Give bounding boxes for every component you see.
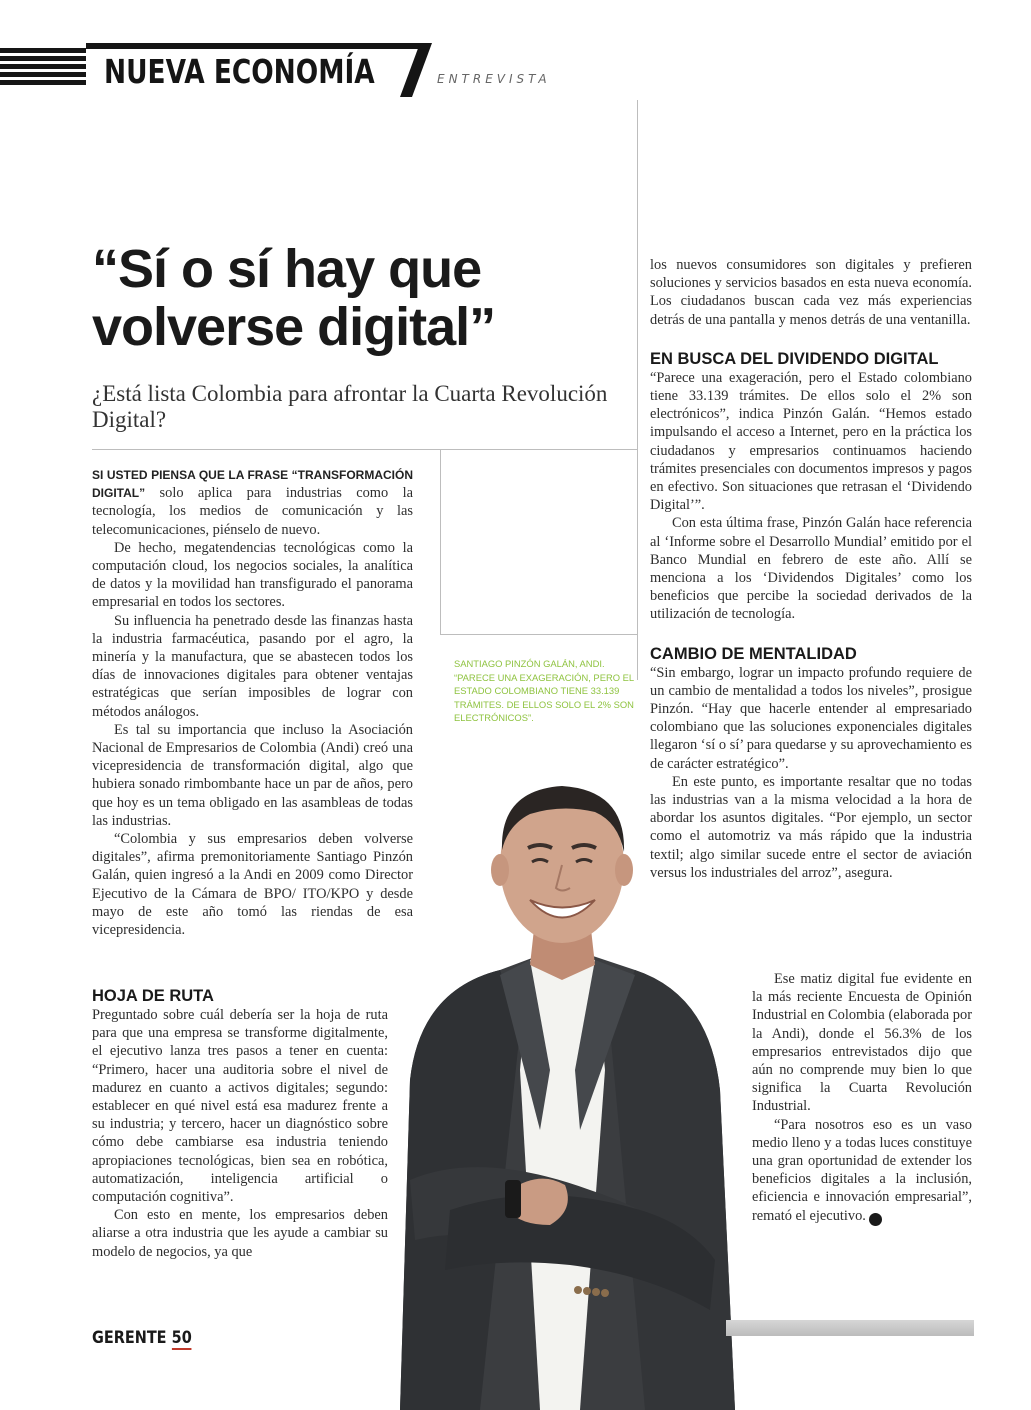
page-footer	[92, 1328, 192, 1348]
section-title: NUEVA ECONOMÍA	[104, 52, 375, 91]
paragraph-9: “Parece una exageración, pero el Estado colombiano tiene 33.139 trámites. De ellos solo el 2% son electrónicos”, indica Pinzón Galán. “Hemos estado impulsando el acceso a Internet, pero en la práctica los ciudadanos y empresarios continuamos haciendo trámites presenciales con documentos impresos y pagos en efectivo. Son situaciones que retrasan el ‘Dividendo Digital’”.	[650, 369, 972, 514]
header-stripes	[0, 48, 86, 92]
article-title-line-1: “Sí o sí hay que	[92, 239, 482, 299]
column-rule-middle	[440, 450, 441, 635]
page-number: 50	[171, 1328, 192, 1348]
article-dek: ¿Está lista Colombia para afrontar la Cuarta Revolución Digital?	[92, 381, 608, 432]
magazine-brand: GERENTE	[92, 1328, 167, 1348]
section-subtitle: ENTREVISTA	[437, 72, 551, 86]
paragraph-1	[92, 466, 413, 539]
paragraph-13: Ese matiz digital fue evidente en la más reciente Encuesta de Opinión Industrial en Colombia (elaborada por la Andi), donde el 56.3% de los empresarios entrevistados dijo que aún no comprende muy bien lo que significa la Cuarta Revolución Industrial.	[752, 971, 972, 1115]
paragraph-5: “Colombia y sus empresarios deben volverse digitales”, afirma premonitoriamente Santiago Pinzón Galán, quien ingresó a la Andi en 2009 como Director Ejecutivo de la Cámara de BPO/ ITO/KPO y desde mayo de este año tomó las riendas de esa vicepresidencia.	[92, 831, 413, 939]
paragraph-2: De hecho, megatendencias tecnológicas como la computación cloud, los negocios sociales, la analítica de datos y la movilidad han transfigurado el panorama empresarial en todos los sectores.	[92, 539, 413, 611]
paragraph-10: Con esta última frase, Pinzón Galán hace referencia al ‘Informe sobre el Desarrollo Mundial’ emitido por el Banco Mundial en febrero de este año. Allí se menciona a los ‘Dividendos Digitales’ como los beneficios que percibe la sociedad derivados de la utilización de tecnología.	[650, 515, 972, 623]
paragraph-12: En este punto, es importante resaltar que no todas las industrias van a la misma velocidad a la hora de abordar los asuntos digitales. “Por ejemplo, un sector como el automotriz va más rápido que la industria textil; algo similar sucede entre el sector de aviación versus los industriales del arroz”, asegura.	[650, 773, 972, 881]
header-slash-mark	[398, 43, 434, 97]
subhead-dividendo-digital: EN BUSCA DEL DIVIDENDO DIGITAL	[650, 349, 939, 368]
paragraph-6: Preguntado sobre cuál debería ser la hoja de ruta para que una empresa se transforme digitalmente, el ejecutivo lanza tres pasos a tener en cuenta: “Primero, hacer una auditoria sobre el nivel de madurez en cuanto a activos digitales; segundo: establecer en qué nivel está esa madurez frente a su industria; y tercero, hacer un diagnóstico sobre cómo debe cambiarse esa industria teniendo apropiaciones tecnológicas, bien sea en robótica, automatización, inteligencia artificial o computación cognitiva”.	[92, 1007, 388, 1206]
paragraph-14-text: “Para nosotros eso es un vaso medio lleno y a todas luces constituye una gran oportunidad de extender los beneficios digitales a la inclusión, eficiencia e innovación empresarial”, remató el ejecutivo.	[752, 1116, 972, 1224]
horizontal-rule-caption	[440, 634, 637, 635]
paragraph-11: “Sin embargo, lograr un impacto profundo requiere de un cambio de mentalidad a todos los niveles”, prosigue Pinzón. “Hay que hacerle entender al empresariado colombiano que las soluciones exponenciales digitales llegaron ‘sí o sí’ para quedarse y su aprovechamiento es de carácter estratégico”.	[650, 664, 972, 772]
paragraph-3: Su influencia ha penetrado desde las finanzas hasta la industria farmacéutica, pasando por el agro, la minería y la manufactura, que se abastecen todos los días de innovaciones digitales para obtener ventajas estratégicas que serían imposibles de lograr con métodos análogos.	[92, 612, 413, 720]
photo-caption: SANTIAGO PINZÓN GALÁN, ANDI. “PARECE UNA EXAGERACIÓN, PERO EL ESTADO COLOMBIANO TIENE 33.139 TRÁMITES. DE ELLOS SOLO EL 2% SON ELECTRÓNICOS”.	[454, 658, 634, 723]
paragraph-7: Con esto en mente, los empresarios deben aliarse a otra industria que les ayude a cambiar su modelo de negocios, ya que	[92, 1207, 388, 1260]
column-left-lower	[92, 986, 388, 1261]
end-mark-icon: G	[869, 1213, 882, 1226]
paragraph-4: Es tal su importancia que incluso la Asociación Nacional de Empresarios de Colombia (Andi) creó una vicepresidencia de transformación digital, algo que hubiera sonado rimbombante hace un par de años, pero que hoy es un tema obligado en las asambleas de todas las industrias.	[92, 721, 413, 829]
column-right-lower	[752, 970, 972, 1226]
portrait-photo	[390, 770, 735, 1410]
paragraph-1-rest: solo aplica para industrias como la tecnología, los medios de comunicación y las telecomunicaciones, piénselo de nuevo.	[92, 485, 413, 538]
column-left	[92, 466, 413, 939]
article-title-line-2: volverse digital”	[92, 297, 496, 357]
paragraph-8: los nuevos consumidores son digitales y prefieren soluciones y servicios basados en esta nueva economía. Los ciudadanos buscan cada vez más experiencias detrás de una pantalla y menos detrás de una ventanilla.	[650, 257, 972, 328]
column-rule-right	[637, 100, 638, 680]
lead-caps: SI USTED PIENSA QUE LA FRASE “TRANSFORMACIÓN DIGITAL”	[92, 468, 413, 501]
photo-shadow-band	[726, 1320, 974, 1336]
horizontal-rule-top	[92, 449, 637, 450]
subhead-cambio-mentalidad: CAMBIO DE MENTALIDAD	[650, 644, 857, 663]
paragraph-14	[752, 1116, 972, 1226]
subhead-hoja-de-ruta: HOJA DE RUTA	[92, 987, 214, 1005]
article-title	[92, 240, 612, 356]
